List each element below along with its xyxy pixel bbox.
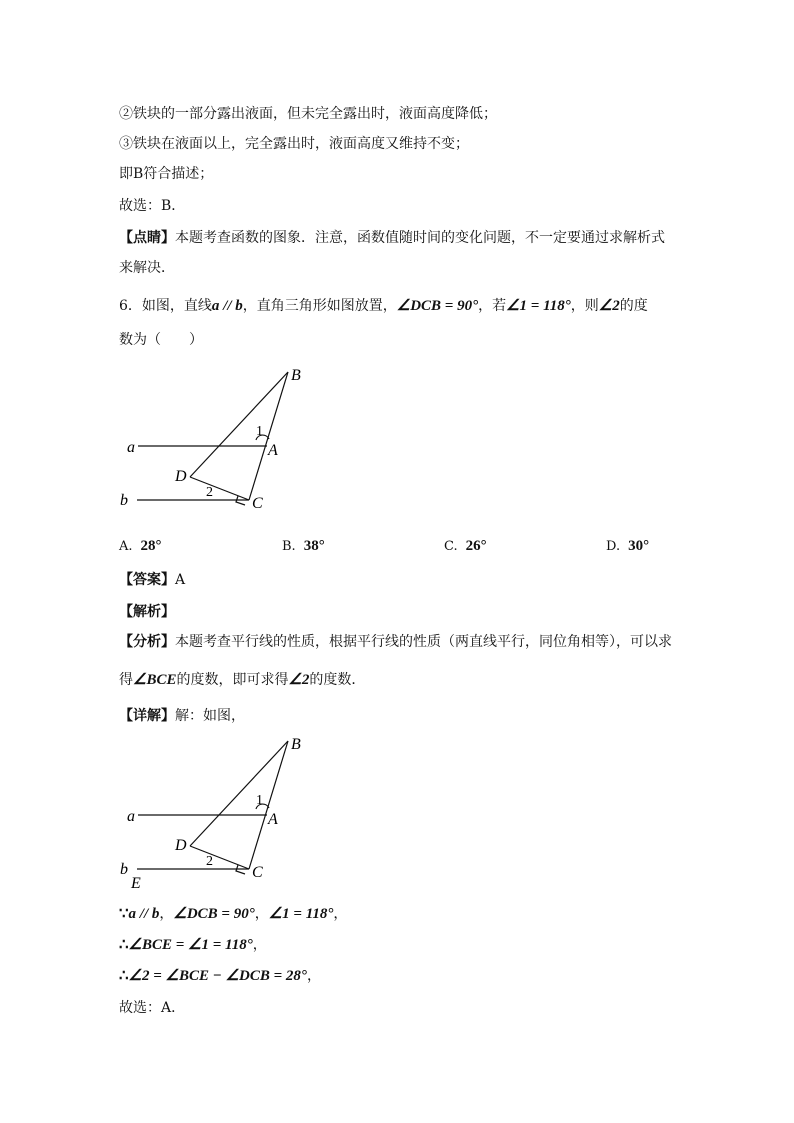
answer-line [119,570,185,590]
tip-tag: 【点睛】 [119,230,175,246]
punct: ， [252,937,267,953]
label-angle1: 1 [256,424,263,439]
segment-dc [190,846,249,869]
segment-dc [190,477,249,500]
because-symbol: ∵ [119,906,129,922]
analysis-paragraph-cont [119,670,365,690]
label-B: B [291,736,301,753]
math-parallel: a // b [211,298,243,314]
label-C: C [252,495,263,512]
punct: ， [306,968,321,984]
question-number: 6． [119,298,142,314]
label-b: b [120,492,128,509]
step-1 [119,904,347,924]
segment-bd [190,741,288,846]
label-D: D [175,837,187,854]
solution-line: ③铁块在液面以上，完全露出时，液面高度又维持不变； [119,136,469,152]
option-letter: C. [444,539,458,554]
analysis-text: 的度数． [309,672,366,688]
option-a[interactable] [119,536,162,557]
question-text: ，直角三角形如图放置， [242,298,397,314]
analysis-tag: 【解析】 [119,604,175,620]
option-d[interactable] [606,536,649,557]
question-text: 如图，直线 [141,298,212,314]
final-choice: 故选：A． [119,1000,186,1016]
math-angle-dcb: ∠DCB = 90° [173,906,255,922]
label-D: D [175,468,187,485]
option-c[interactable] [444,536,487,557]
option-b[interactable] [282,536,325,557]
math-angle2: ∠2 [598,298,620,314]
analysis-text: 本题考查平行线的性质，根据平行线的性质（两直线平行，同位角相等），可以求 [175,634,672,650]
label-a: a [127,808,135,825]
tip-text-cont: 来解决． [119,260,175,276]
label-angle1: 1 [256,793,263,808]
math-angle1: ∠1 = 118° [506,298,571,314]
analysis-text: 得 [119,672,133,688]
question-text: ，若 [478,298,507,314]
geometry-figure [115,362,315,518]
step-3 [119,966,321,986]
analysis-sub-tag: 【分析】 [119,634,175,650]
label-A: A [268,442,278,459]
math-angle-bce: ∠BCE = ∠1 = 118° [128,937,253,953]
solution-conclusion: 即B符合描述； [119,166,214,182]
segment-bd [190,372,288,477]
math-parallel: a // b [128,906,160,922]
option-value: 38° [303,538,325,554]
therefore-symbol: ∴ [119,968,129,984]
question-text: ，则 [570,298,599,314]
question-text: 的度 [619,298,648,314]
question-stem [119,296,648,316]
solution-line: ②铁块的一部分露出液面，但未完全露出时，液面高度降低； [119,106,497,122]
step-2 [119,935,267,955]
detail-text: 解：如图， [175,708,245,724]
option-value: 30° [628,538,650,554]
therefore-symbol: ∴ [119,937,129,953]
math-angle1: ∠1 = 118° [268,906,334,922]
question-stem-cont: 数为（ ） [119,332,203,348]
label-E: E [131,875,141,892]
detail-tag: 【详解】 [119,708,175,724]
label-C: C [252,864,263,881]
punct: ， [333,906,348,922]
solution-choice: 故选：B． [119,198,186,214]
analysis-text: 的度数，即可求得 [176,672,289,688]
punct: ， [159,906,174,922]
math-angle2-result: ∠2 = ∠BCE − ∠DCB = 28° [128,968,307,984]
label-angle2: 2 [206,854,213,869]
tip-paragraph [119,228,665,248]
segment-bc [249,741,288,869]
tip-text: 本题考查函数的图象．注意，函数值随时间的变化问题，不一定要通过求解析式 [175,230,665,246]
segment-bc [249,372,288,500]
option-letter: B. [282,539,296,554]
label-B: B [291,367,301,384]
label-A: A [268,811,278,828]
label-a: a [127,439,135,456]
option-letter: A. [119,539,133,554]
detail-line [119,706,245,726]
label-b: b [120,861,128,878]
math-angle-bce: ∠BCE [133,672,177,688]
math-angle2: ∠2 [288,672,310,688]
option-value: 28° [140,538,162,554]
geometry-figure-solution [115,731,315,893]
punct: ， [254,906,269,922]
math-angle-dcb: ∠DCB = 90° [396,298,479,314]
label-angle2: 2 [206,485,213,500]
answer-tag: 【答案】 [119,572,175,588]
option-letter: D. [606,539,621,554]
answer-value: A [175,572,186,588]
option-value: 26° [465,538,487,554]
analysis-paragraph [119,632,672,652]
